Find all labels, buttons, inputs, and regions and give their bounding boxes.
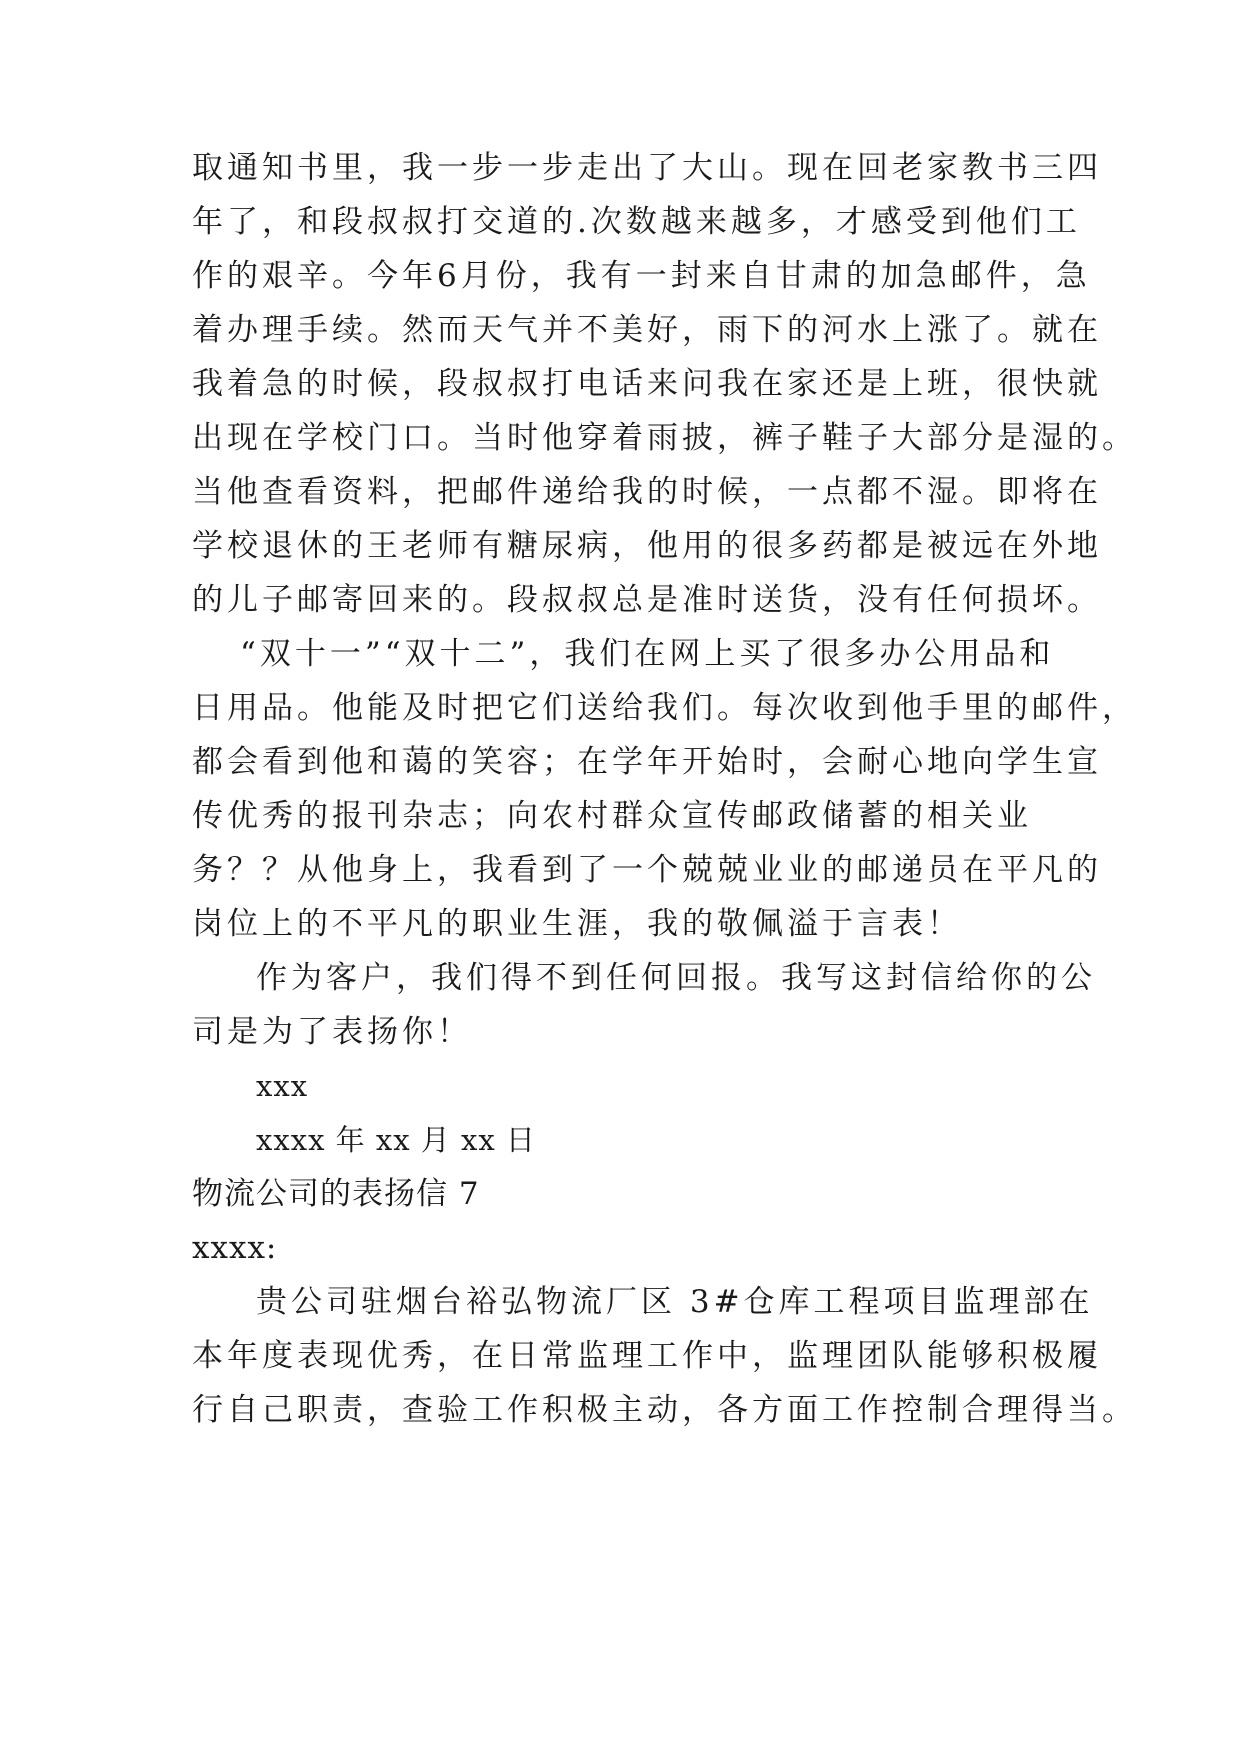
- paragraph-1-line-8: 学校退休的王老师有糖尿病，他用的很多药都是被远在外地: [192, 528, 1102, 564]
- paragraph-2-line-1: “双十一”“双十二”，我们在网上买了很多办公用品和: [240, 636, 1055, 672]
- paragraph-1-line-9: 的儿子邮寄回来的。段叔叔总是准时送货，没有任何损坏。: [192, 582, 1102, 618]
- salutation: xxxx:: [192, 1230, 278, 1266]
- section-title: 物流公司的表扬信 7: [192, 1176, 480, 1212]
- paragraph-1-line-7: 当他查看资料，把邮件递给我的时候，一点都不湿。即将在: [192, 474, 1102, 510]
- paragraph-4-line-2: 本年度表现优秀，在日常监理工作中，监理团队能够积极履: [192, 1338, 1102, 1374]
- paragraph-2-line-5: 务？？从他身上，我看到了一个兢兢业业的邮递员在平凡的: [192, 852, 1102, 888]
- paragraph-1-line-3: 作的艰辛。今年6月份，我有一封来自甘肃的加急邮件，急: [192, 258, 1091, 294]
- paragraph-1-line-4: 着办理手续。然而天气并不美好，雨下的河水上涨了。就在: [192, 312, 1102, 348]
- paragraph-4-line-1: 贵公司驻烟台裕弘物流厂区 3#仓库工程项目监理部在: [256, 1284, 1094, 1320]
- paragraph-3-line-2: 司是为了表扬你！: [192, 1014, 472, 1050]
- paragraph-2-line-3: 都会看到他和蔼的笑容；在学年开始时，会耐心地向学生宣: [192, 744, 1102, 780]
- paragraph-2-line-2: 日用品。他能及时把它们送给我们。每次收到他手里的邮件，: [192, 690, 1137, 726]
- paragraph-1-line-5: 我着急的时候，段叔叔打电话来问我在家还是上班，很快就: [192, 366, 1102, 402]
- paragraph-1-line-1: 取通知书里，我一步一步走出了大山。现在回老家教书三四: [192, 150, 1102, 186]
- signature-name: xxx: [256, 1069, 309, 1103]
- paragraph-2-line-6: 岗位上的不平凡的职业生涯，我的敬佩溢于言表！: [192, 906, 962, 942]
- paragraph-2-line-4: 传优秀的报刊杂志；向农村群众宣传邮政储蓄的相关业: [192, 798, 1032, 834]
- paragraph-3-line-1: 作为客户，我们得不到任何回报。我写这封信给你的公: [256, 960, 1096, 996]
- paragraph-4-line-3: 行自己职责，查验工作积极主动，各方面工作控制合理得当。: [192, 1392, 1137, 1428]
- signature-date: xxxx 年 xx 月 xx 日: [256, 1123, 536, 1157]
- paragraph-1-line-2: 年了，和段叔叔打交道的.次数越来越多，才感受到他们工: [192, 204, 1081, 240]
- paragraph-1-line-6: 出现在学校门口。当时他穿着雨披，裤子鞋子大部分是湿的。: [192, 420, 1137, 456]
